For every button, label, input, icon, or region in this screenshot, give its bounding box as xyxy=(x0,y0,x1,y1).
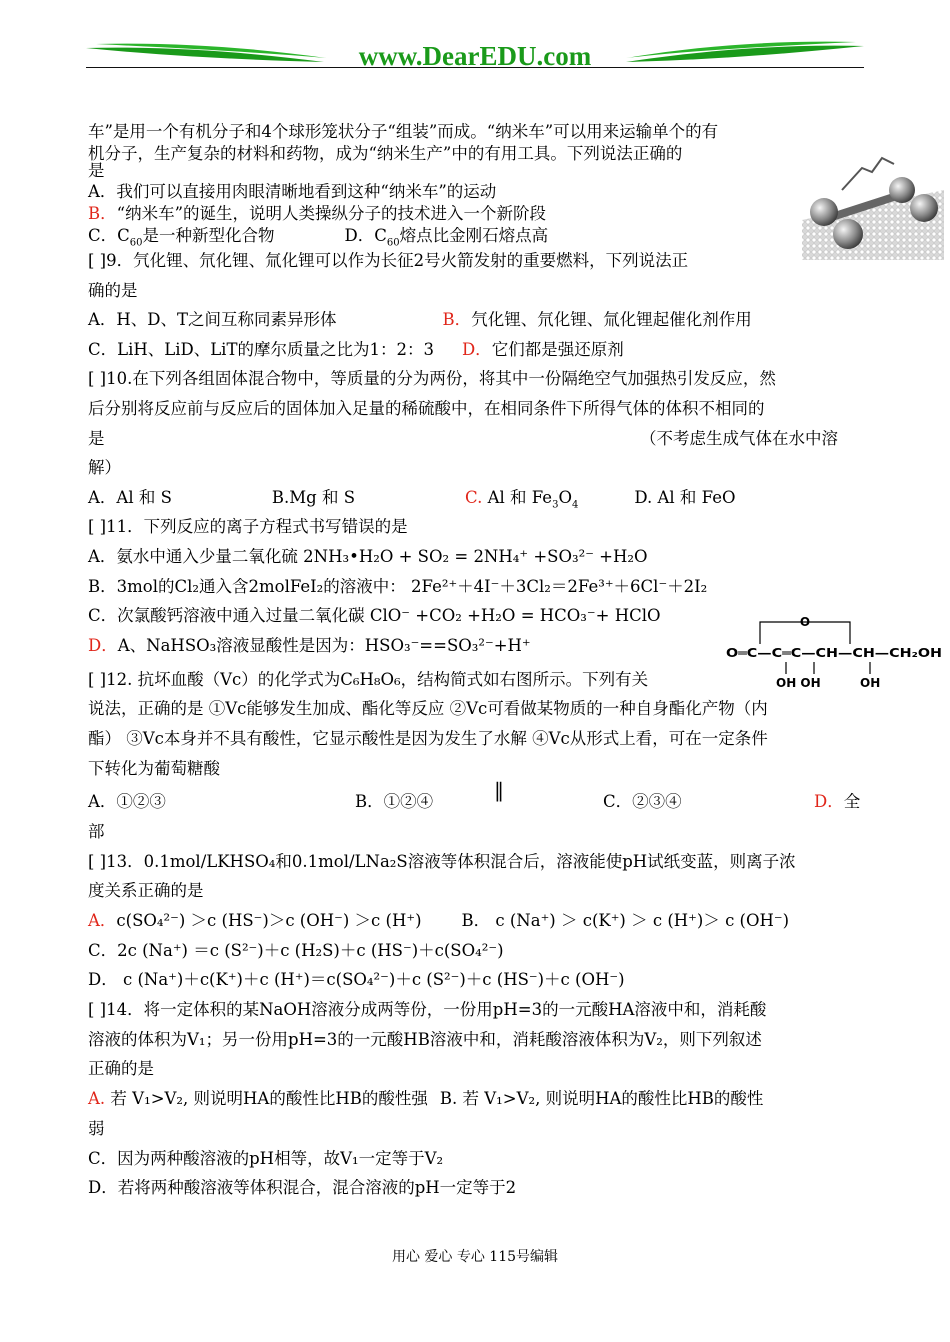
q8-c-text: 是一种新型化合物 xyxy=(142,226,275,245)
q14-line3: 正确的是 xyxy=(88,1059,154,1078)
q12-line1: [ ]12. 抗坏血酸（Vc）的化学式为C₆H₈O₆，结构简式如右图所示。下列有关 xyxy=(88,670,649,689)
q13-a-text: c(SO₄²⁻) ＞c (HS⁻)＞c (OH⁻) ＞c (H⁺) xyxy=(116,911,422,930)
q9-b-text: 氕化锂、氘化锂、氚化锂起催化剂作用 xyxy=(471,310,752,329)
q14-line5: 弱 xyxy=(88,1119,105,1138)
q11-line1: [ ]11．下列反应的离子方程式书写错误的是 xyxy=(88,517,408,536)
q14-options-ab xyxy=(88,1088,763,1110)
q10-a: A．Al 和 S xyxy=(88,488,172,507)
q9-line1: [ ]9．氕化锂、氘化锂、氚化锂可以作为长征2号火箭发射的重要燃料，下列说法正 xyxy=(88,251,689,270)
q13-line1: [ ]13．0.1mol/LKHSO₄和0.1mol/LNa₂S溶液等体积混合后，溶液能使pH试纸变蓝，则离子浓 xyxy=(88,852,796,871)
q14-b: B. 若 V₁>V₂, 则说明HA的酸性比HB的酸性 xyxy=(439,1089,764,1108)
q10-options xyxy=(88,487,736,509)
q10-line3a: 是 xyxy=(88,429,105,448)
q13-option-d: D． c (Na⁺)＋c(K⁺)＋c (H⁺)＝c(SO₄²⁻)＋c (S²⁻)＋c (HS⁻)＋c (OH⁻) xyxy=(88,970,625,989)
page-footer: 用心 爱心 专心 115号编辑 xyxy=(391,1249,559,1265)
structure-oh-single: OH xyxy=(860,676,881,690)
q13-a-letter: A． xyxy=(88,911,117,930)
q8-c-prefix: C．C xyxy=(88,226,130,245)
q13-option-c: C．2c (Na⁺) ＝c (S²⁻)＋c (H₂S)＋c (HS⁻)＋c(SO₄²⁻) xyxy=(88,941,504,960)
q12-d-text: 全 xyxy=(843,792,861,811)
q12-line4: 下转化为葡萄糖酸 xyxy=(88,759,220,778)
q8-d-prefix: D．C xyxy=(344,226,387,245)
q9-c: C．LiH、LiD、LiT的摩尔质量之比为1：2：3 xyxy=(88,340,434,359)
structure-main-chain: O═C—C═C—CH—CH—CH₂OH xyxy=(726,646,942,660)
q9-b-letter: B． xyxy=(442,310,472,329)
q8-option-cd xyxy=(88,225,548,247)
site-name: www.DearEDU.com xyxy=(358,41,592,71)
q8-option-b xyxy=(88,203,546,225)
q10-line1: [ ]10.在下列各组固体混合物中，等质量的分为两份，将其中一份隔绝空气加强热引发反应，然 xyxy=(88,369,776,388)
q12-option-a: A．①②③ xyxy=(88,792,166,811)
header-rule xyxy=(86,67,864,68)
q9-line2: 确的是 xyxy=(88,281,138,300)
q12-line3: 酯） ③Vc本身并不具有酸性，它显示酸性是因为发生了水解 ④Vc从形式上看，可在一定条件 xyxy=(88,729,768,748)
q10-d: D. Al 和 FeO xyxy=(634,488,736,507)
q8-b-letter: B． xyxy=(88,204,117,223)
q11-d-text: A、NaHSO₃溶液显酸性是因为：HSO₃⁻==SO₃²⁻+H⁺ xyxy=(117,636,531,655)
q10-c-sub1: 3 xyxy=(552,499,559,511)
q10-c-letter: C. xyxy=(465,488,483,507)
q10-b: B.Mg 和 S xyxy=(271,488,356,507)
q13-options-ab xyxy=(88,910,789,932)
vitamin-c-structure xyxy=(726,614,944,694)
q13-b: B． c (Na⁺) ＞ c(K⁺) ＞ c (H⁺)＞ c (OH⁻) xyxy=(461,911,790,930)
q10-c-text: Al 和 Fe xyxy=(482,488,553,507)
q10-c-sub2: 4 xyxy=(571,499,579,511)
q8-c-sub: 60 xyxy=(129,237,143,249)
q14-a-letter: A. xyxy=(88,1089,106,1108)
q12-d-letter: D． xyxy=(814,792,844,811)
q11-option-d xyxy=(88,635,531,657)
q8-line3: 是 xyxy=(88,161,105,180)
q11-option-c: C．次氯酸钙溶液中通入过量二氧化碳 ClO⁻ +CO₂ +H₂O = HCO₃⁻+ HClO xyxy=(88,606,661,625)
q11-option-b: B．3mol的Cl₂通入含2molFeI₂的溶液中： 2Fe²⁺＋4I⁻＋3Cl₂＝2Fe³⁺＋6Cl⁻＋2I₂ xyxy=(88,577,708,596)
q10-line4: 解） xyxy=(88,458,121,477)
q12-option-d xyxy=(814,791,860,813)
q14-line2: 溶液的体积为V₁；另一份用pH=3的一元酸HB溶液中和，消耗酸溶液体积为V₂，则下列叙述 xyxy=(88,1030,762,1049)
q14-option-c: C．因为两种酸溶液的pH相等，故V₁一定等于V₂ xyxy=(88,1149,444,1168)
q8-line2: 机分子，生产复杂的材料和药物，成为“纳米生产”中的有用工具。下列说法正确的 xyxy=(88,144,683,163)
q9-options-ab xyxy=(88,309,752,331)
structure-oh-pair: OH OH xyxy=(776,676,821,690)
q9-a: A．H、D、T之间互称同素异形体 xyxy=(88,310,337,329)
q14-option-d: D．若将两种酸溶液等体积混合，混合溶液的pH一定等于2 xyxy=(88,1178,517,1197)
q8-d-sub: 60 xyxy=(386,237,400,249)
q10-c-mid: O xyxy=(558,488,572,507)
q8-option-a: A．我们可以直接用肉眼清晰地看到这种“纳米车”的运动 xyxy=(88,182,497,201)
q12-line2: 说法，正确的是 ①Vc能够发生加成、酯化等反应 ②Vc可看做某物质的一种自身酯化产物（内 xyxy=(88,699,768,718)
q9-options-cd xyxy=(88,339,624,361)
structure-ring-o: O xyxy=(799,615,811,629)
q9-d-text: 它们都是强还原剂 xyxy=(491,340,624,359)
q10-line3b: （不考虑生成气体在水中溶 xyxy=(640,429,838,448)
q13-line2: 度关系正确的是 xyxy=(88,881,204,900)
q14-line1: [ ]14．将一定体积的某NaOH溶液分成两等份，一份用pH=3的一元酸HA溶液中和，消耗酸 xyxy=(88,1000,767,1019)
nanocar-image xyxy=(802,150,944,260)
q12-line-end: 部 xyxy=(88,822,105,841)
q12-option-b: B．①②④ xyxy=(355,792,434,811)
q14-a-text: 若 V₁>V₂, 则说明HA的酸性比HB的酸性强 xyxy=(105,1089,428,1108)
q12-option-c: C．②③④ xyxy=(603,792,682,811)
q11-d-letter: D． xyxy=(88,636,118,655)
double-bar-mark: ‖ xyxy=(494,778,504,802)
q11-option-a: A．氨水中通入少量二氧化硫 2NH₃•H₂O + SO₂ = 2NH₄⁺ +SO₃²⁻ +H₂O xyxy=(88,547,648,566)
q9-d-letter: D． xyxy=(461,340,492,359)
q8-line1: 车”是用一个有机分子和4个球形笼状分子“组装”而成。“纳米车”可以用来运输单个的有 xyxy=(88,122,719,141)
q8-b-text: “纳米车”的诞生，说明人类操纵分子的技术进入一个新阶段 xyxy=(116,204,547,223)
q10-line2: 后分别将反应前与反应后的固体加入足量的稀硫酸中，在相同条件下所得气体的体积不相同的 xyxy=(88,399,765,418)
q8-d-text: 熔点比金刚石熔点高 xyxy=(399,226,549,245)
